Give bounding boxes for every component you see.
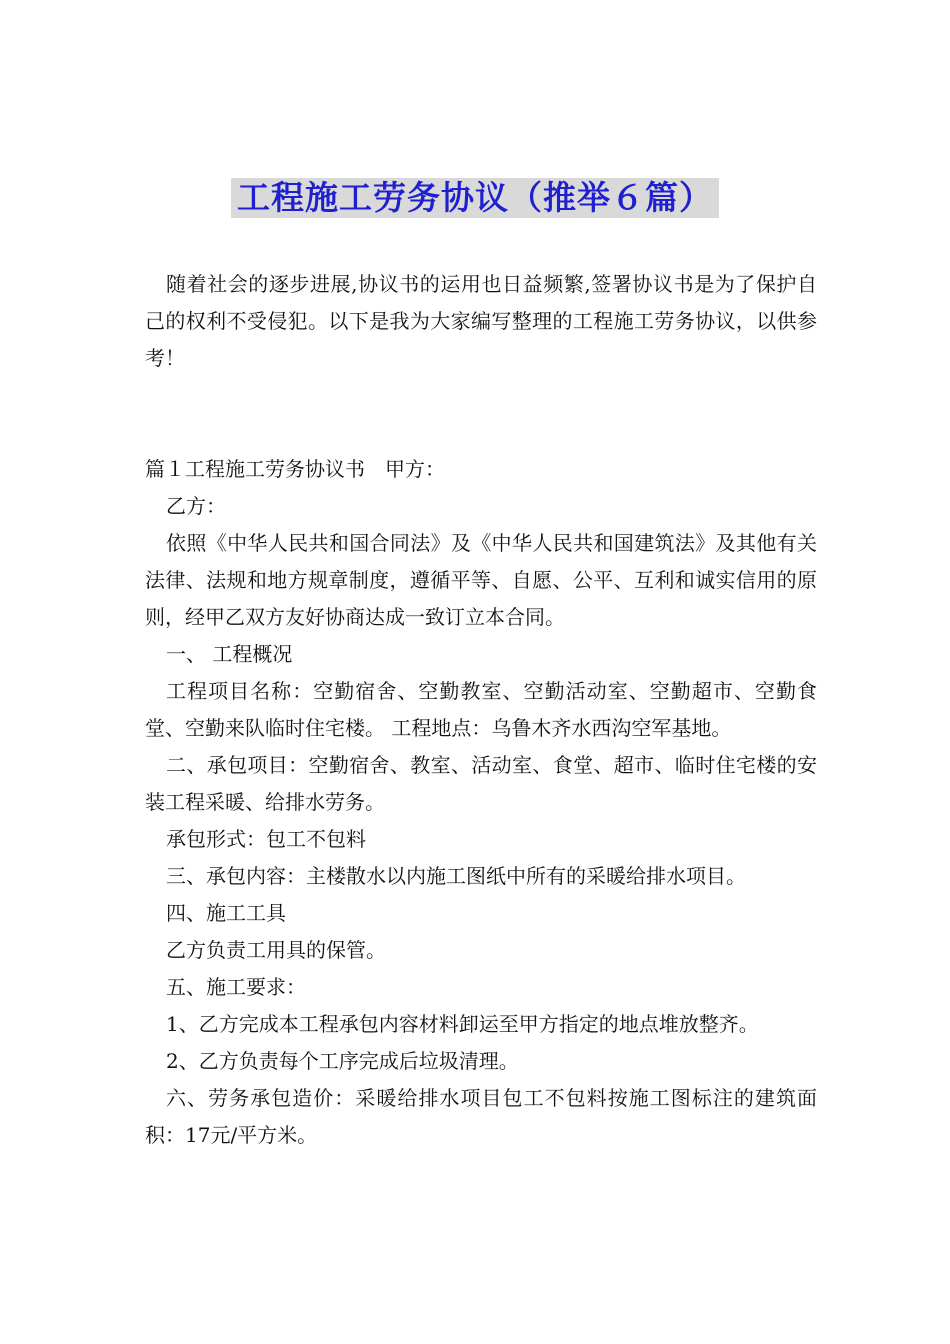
paragraph-tools: 乙方负责工用具的保管。	[166, 938, 386, 962]
title-container	[0, 178, 950, 218]
paragraph-labor-price: 六、劳务承包造价：采暖给排水项目包工不包料按施工图标注的建筑面积：17元/平方米。	[145, 1086, 817, 1147]
section-heading: 篇１工程施工劳务协议书 甲方：	[145, 457, 445, 481]
paragraph-contract-content: 三、承包内容：主楼散水以内施工图纸中所有的采暖给排水项目。	[166, 864, 746, 888]
agreement-content	[145, 451, 817, 1154]
intro-paragraph: 随着社会的逐步进展,协议书的运用也日益频繁,签署协议书是为了保护自己的权利不受侵犯。以下是我为大家编写整理的工程施工劳务协议，以供参考！	[145, 272, 817, 370]
document-title: 工程施工劳务协议（推举６篇）	[231, 178, 719, 218]
paragraph-tools-heading: 四、施工工具	[166, 901, 286, 925]
paragraph-contract-items: 二、承包项目：空勤宿舍、教室、活动室、食堂、超市、临时住宅楼的安装工程采暖、给排水劳务。	[145, 753, 817, 814]
paragraph-project-overview-heading: 一、 工程概况	[166, 642, 293, 666]
paragraph-requirement-1: 1、乙方完成本工程承包内容材料卸运至甲方指定的地点堆放整齐。	[166, 1012, 759, 1036]
paragraph-requirement-2: 2、乙方负责每个工序完成后垃圾清理。	[166, 1049, 519, 1073]
intro-section	[145, 266, 817, 377]
paragraph-contract-form: 承包形式：包工不包料	[166, 827, 366, 851]
paragraph-party-b: 乙方：	[166, 494, 226, 518]
paragraph-project-name: 工程项目名称：空勤宿舍、空勤教室、空勤活动室、空勤超市、空勤食堂、空勤来队临时住宅楼。 工程地点：乌鲁木齐水西沟空军基地。	[145, 679, 817, 740]
paragraph-requirements-heading: 五、施工要求：	[166, 975, 306, 999]
paragraph-legal-basis: 依照《中华人民共和国合同法》及《中华人民共和国建筑法》及其他有关法律、法规和地方规章制度，遵循平等、自愿、公平、互利和诚实信用的原则，经甲乙双方友好协商达成一致订立本合同。	[145, 531, 817, 629]
